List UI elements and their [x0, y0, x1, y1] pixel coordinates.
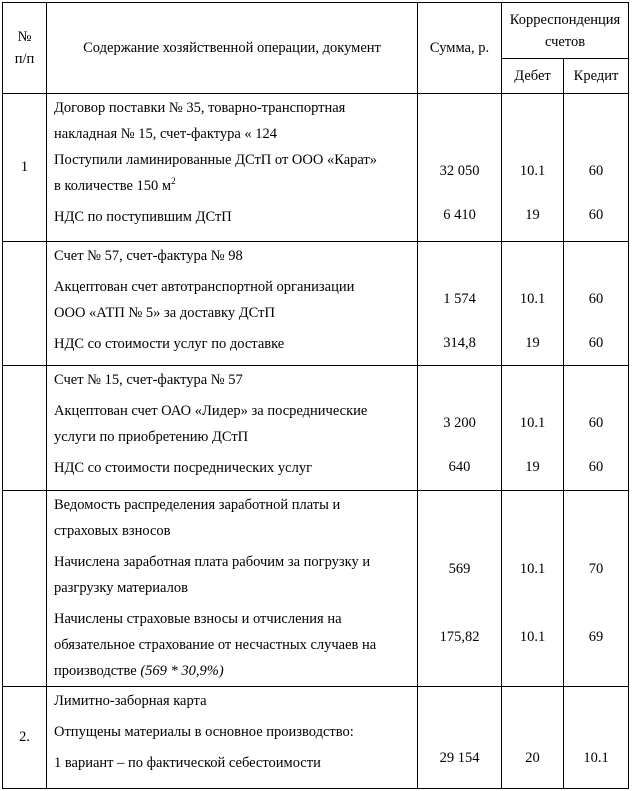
table-row [3, 366, 629, 491]
formula-text: (569 * 30,9%) [140, 663, 224, 679]
credit-cell: 70 69 [564, 491, 629, 687]
operation-line: производстве (569 * 30,9%) [54, 663, 224, 679]
document-line: Ведомость распределения заработной платы и [54, 497, 341, 513]
credit-cell: 60 60 [564, 366, 629, 491]
operation-line: Акцептован счет автотранспортной организации [54, 279, 355, 295]
operation-line: разгрузку материалов [54, 580, 188, 596]
header-content: Содержание хозяйственной операции, документ [47, 3, 418, 94]
row-number: 2. [3, 687, 47, 789]
operation-line: Начислена заработная плата рабочим за погрузку и [54, 554, 371, 570]
debit-cell: 10.1 19 [502, 242, 564, 366]
operation-line: НДС со стоимости услуг по доставке [54, 336, 285, 352]
debit-cell: 10.1 10.1 [502, 491, 564, 687]
document-line: Договор поставки № 35, товарно-транспортная [54, 100, 346, 116]
table-row [3, 491, 629, 687]
table-row [3, 94, 629, 242]
document-line: Лимитно-заборная карта [54, 693, 207, 709]
superscript: 2 [171, 176, 176, 187]
sum-cell: 29 154 [418, 687, 502, 789]
debit-cell: 10.1 19 [502, 94, 564, 242]
credit-cell: 60 60 [564, 242, 629, 366]
document-line: Счет № 57, счет-фактура № 98 [54, 248, 243, 264]
table-row [3, 687, 629, 789]
row-number: 1 [3, 94, 47, 242]
operations-table [2, 2, 629, 789]
operation-line: НДС со стоимости посреднических услуг [54, 460, 313, 476]
debit-cell: 20 [502, 687, 564, 789]
table-row [3, 242, 629, 366]
row-number [3, 242, 47, 366]
credit-cell: 60 60 [564, 94, 629, 242]
row-number [3, 491, 47, 687]
operation-description [47, 491, 418, 687]
sum-cell: 32 050 6 410 [418, 94, 502, 242]
operation-description [47, 242, 418, 366]
header-sum: Сумма, р. [418, 3, 502, 94]
document-line: страховых взносов [54, 523, 171, 539]
operation-line: НДС по поступившим ДСтП [54, 209, 232, 225]
operation-line: Акцептован счет ОАО «Лидер» за посреднические [54, 403, 368, 419]
sum-cell: 569 175,82 [418, 491, 502, 687]
document-line: накладная № 15, счет-фактура « 124 [54, 126, 278, 142]
operation-line: Отпущены материалы в основное производство: [54, 724, 354, 740]
operation-line: Начислены страховые взносы и отчисления на [54, 611, 342, 627]
header-debit: Дебет [502, 59, 564, 94]
header-num: № п/п [3, 3, 47, 94]
operation-line: Поступили ламинированные ДСтП от ООО «Карат» [54, 152, 378, 168]
header-correspondence: Корреспонденция счетов [502, 3, 629, 59]
operation-description [47, 94, 418, 242]
operation-description [47, 687, 418, 789]
credit-cell: 10.1 [564, 687, 629, 789]
operation-line: 1 вариант – по фактической себестоимости [54, 755, 321, 771]
operation-description [47, 366, 418, 491]
operation-line: обязательное страхование от несчастных случаев на [54, 637, 377, 653]
operation-line: в количестве 150 $м^2$ [54, 176, 176, 194]
header-credit: Кредит [564, 59, 629, 94]
operation-line: услуги по приобретению ДСтП [54, 429, 249, 445]
sum-cell: 1 574 314,8 [418, 242, 502, 366]
document-line: Счет № 15, счет-фактура № 57 [54, 372, 243, 388]
debit-cell: 10.1 19 [502, 366, 564, 491]
row-number [3, 366, 47, 491]
operation-line: ООО «АТП № 5» за доставку ДСтП [54, 305, 275, 321]
sum-cell: 3 200 640 [418, 366, 502, 491]
